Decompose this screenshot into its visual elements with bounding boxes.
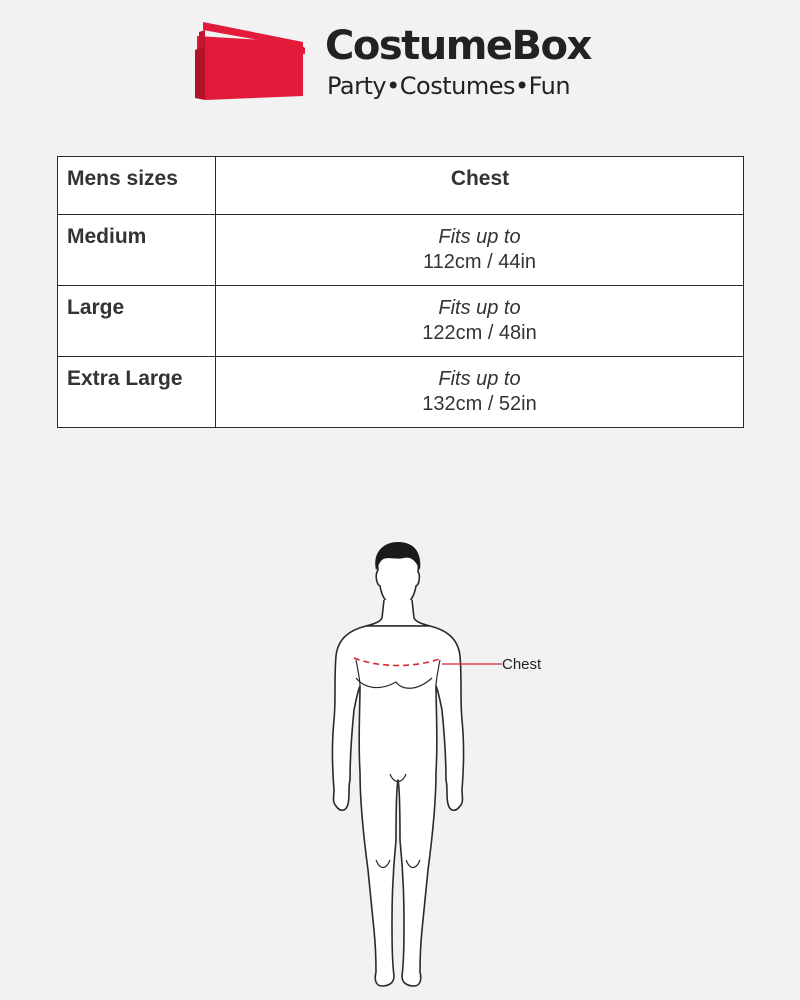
body-outline	[333, 626, 464, 986]
size-name: Large	[58, 286, 216, 357]
size-name: Medium	[58, 215, 216, 286]
size-name: Extra Large	[58, 357, 216, 428]
fits-label: Fits up to	[438, 226, 521, 248]
chest-value	[216, 286, 744, 357]
chest-value	[216, 357, 744, 428]
tagline-fun: Fun	[528, 72, 571, 100]
chest-label: Chest	[502, 656, 542, 673]
tagline-party: Party	[327, 72, 387, 100]
brand-logo	[195, 20, 615, 102]
table-row	[58, 215, 744, 286]
neck-outline	[366, 600, 430, 626]
chest-measurement: 122cm / 48in	[422, 322, 537, 344]
table-row	[58, 357, 744, 428]
fits-label: Fits up to	[438, 368, 521, 390]
header-mens-sizes: Mens sizes	[58, 157, 216, 215]
chest-value	[216, 215, 744, 286]
chest-measurement: 112cm / 44in	[422, 251, 537, 273]
tagline-dot: •	[514, 72, 529, 100]
tagline-costumes: Costumes	[399, 72, 515, 100]
tagline-dot: •	[386, 72, 400, 100]
fits-label: Fits up to	[438, 297, 521, 319]
chest-measurement: 132cm / 52in	[422, 393, 537, 415]
header-chest: Chest	[216, 157, 744, 215]
brand-name: CostumeBox	[325, 23, 591, 69]
table-row	[58, 286, 744, 357]
table-header-row	[58, 157, 744, 215]
costume-box-icon	[195, 20, 310, 102]
size-chart-table	[57, 156, 744, 428]
body-measurement-figure	[320, 540, 560, 995]
brand-tagline	[327, 71, 570, 101]
